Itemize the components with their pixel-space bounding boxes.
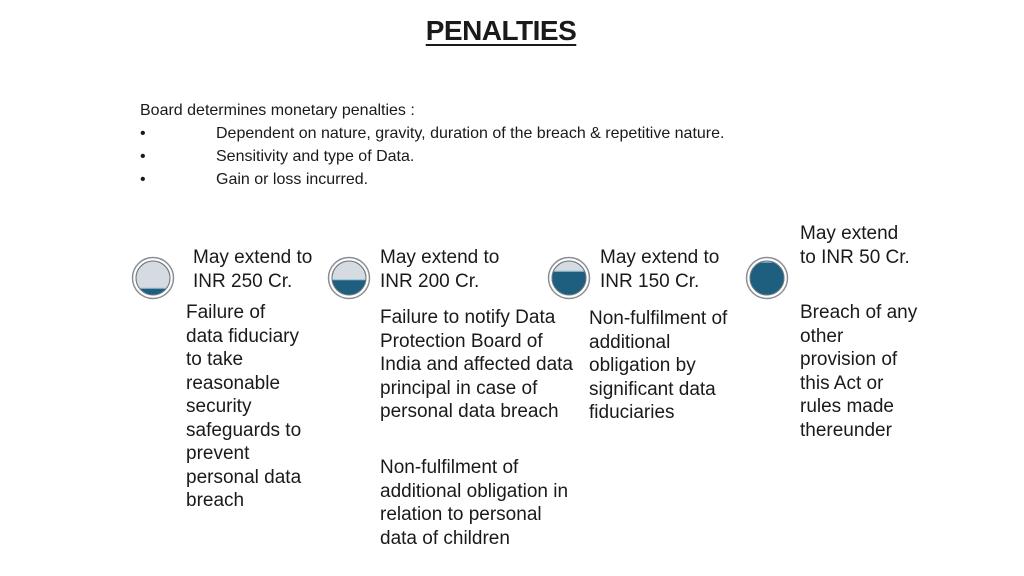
penalty-limit: May extend to INR 200 Cr. bbox=[380, 247, 500, 292]
bullet-text: Dependent on nature, gravity, duration of the breach & repetitive nature. bbox=[216, 125, 725, 142]
bullet-symbol: • bbox=[140, 171, 146, 188]
bullet-symbol: • bbox=[140, 125, 146, 142]
penalty-description: Failure to notify Data Protection Board of India and affected data principal in case of personal data breach bbox=[380, 307, 573, 422]
half-filled-circle-icon bbox=[327, 256, 371, 300]
intro-bullet bbox=[140, 168, 724, 191]
intro-bullet bbox=[140, 145, 724, 168]
penalty-description: Breach of any other provision of this Act or rules made thereunder bbox=[800, 302, 918, 441]
intro-block bbox=[140, 99, 724, 191]
penalty-limit: May extend to INR 250 Cr. bbox=[193, 247, 313, 292]
bullet-text: Gain or loss incurred. bbox=[216, 171, 369, 188]
page-title: PENALTIES bbox=[425, 15, 577, 46]
penalty-description: Non-fulfilment of additional obligation in relation to personal data of children bbox=[380, 457, 569, 549]
three-quarter-filled-circle-icon bbox=[547, 256, 591, 300]
intro-heading: Board determines monetary penalties : bbox=[140, 102, 415, 119]
bullet-text: Sensitivity and type of Data. bbox=[216, 148, 415, 165]
intro-bullet bbox=[140, 122, 724, 145]
penalty-description: Failure of data fiduciary to take reasonable security safeguards to prevent personal data breach bbox=[186, 302, 302, 511]
quarter-filled-circle-icon bbox=[131, 256, 175, 300]
penalty-limit: May extend to INR 150 Cr. bbox=[600, 247, 720, 292]
penalty-limit: May extend to INR 50 Cr. bbox=[800, 223, 910, 268]
full-circle-icon bbox=[745, 256, 789, 300]
bullet-symbol: • bbox=[140, 148, 146, 165]
penalty-description: Non-fulfilment of additional obligation by significant data fiduciaries bbox=[589, 308, 728, 423]
